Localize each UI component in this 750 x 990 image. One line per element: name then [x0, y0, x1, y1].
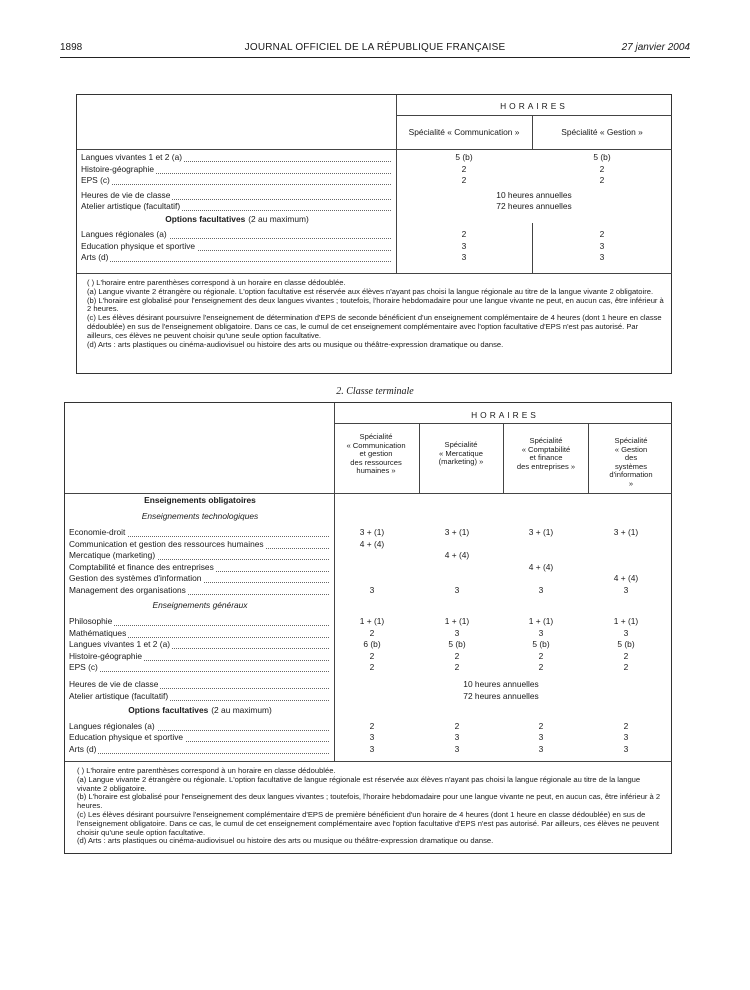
divider: [503, 423, 504, 493]
leader-dots: [81, 184, 391, 185]
cell-value: 5 (b): [617, 639, 635, 649]
row-label: Communication et gestion des ressources humaines: [69, 538, 264, 549]
table-footnotes: [87, 279, 665, 349]
footnote: (c) Les élèves désirant poursuivre l'enseignement de détermination d'EPS de seconde bénéficient d'un enseignement complémentaire de 4 heures (dont 1 heure en classe dédoublée) en sus de l'enseignement obligatoire. Dans ce cas, le cumul de cet enseignement complémentaire avec l'option facultative d'EPS n'est pas autorisé. Par ailleurs, ces élèves ne peuvent choisir qu'une seule option facultative.: [87, 313, 662, 340]
divider: [532, 115, 533, 149]
row-label: EPS (c): [69, 662, 98, 672]
cell-value: 3: [454, 584, 460, 595]
cell-value: 3: [369, 732, 375, 742]
cell-value: 4 + (4): [528, 561, 554, 572]
cell-value: 2: [538, 720, 544, 731]
cell-value: 2: [454, 662, 460, 672]
cell-value: 3 + (1): [528, 527, 554, 537]
cell-value: 5 (b): [448, 639, 466, 649]
row-label: Heures de vie de classe: [81, 189, 171, 200]
row-label: Philosophie: [69, 616, 113, 626]
journal-title: JOURNAL OFFICIEL DE LA RÉPUBLIQUE FRANÇAISE: [244, 42, 506, 53]
footnote: (b) L'horaire est globalisé pour l'enseignement des deux langues vivantes ; toutefois, l'horaire hebdomadaire pour une langue vivante ne peut, en aucun cas, être inférieur à 2 heures.: [87, 295, 664, 314]
cell-value: 1 + (1): [444, 616, 470, 626]
row-label: Langues régionales (a): [81, 229, 167, 239]
cell-value: 3: [369, 584, 375, 595]
cell-value: 2: [599, 229, 605, 239]
row-label: Atelier artistique (facultatif): [69, 690, 169, 701]
cell-value: 3: [369, 743, 375, 754]
footnote: (a) Langue vivante 2 étrangère ou régionale. L'option facultative est réservée aux élèves n'ayant pas choisi la langue régionale au titre de la langue vivante 2 obligatoire.: [87, 286, 654, 296]
divider: [419, 423, 420, 493]
column-header-line: Spécialité: [359, 432, 393, 441]
cell-value: 2: [461, 175, 467, 185]
row-label: EPS (c): [81, 175, 110, 185]
cell-value: 3: [454, 743, 460, 754]
issue-date: 27 janvier 2004: [621, 42, 690, 53]
footnote: (a) Langue vivante 2 étrangère ou régionale. L'option facultative de langue régionale est réservée aux élèves n'ayant pas choisi la langue régionale au titre de la langue vivante 2 obligatoire.: [77, 774, 641, 793]
cell-value: 3: [538, 584, 544, 595]
divider: [77, 273, 672, 274]
column-header-line: Spécialité: [529, 436, 563, 445]
cell-value: 2: [599, 163, 605, 174]
column-header: [346, 433, 405, 476]
row-label: Gestion des systèmes d'information: [69, 573, 202, 583]
cell-value: 1 + (1): [613, 616, 639, 626]
column-header-line: (marketing) »: [438, 457, 484, 467]
footnote: (c) Les élèves désirant poursuivre l'enseignement complémentaire d'EPS de première bénéficient d'un horaire de 4 heures (dont 1 heure en classe dédoublée) en sus de l'enseignement obligatoire. Dans ce cas, le cumul de cet enseignement complémentaire avec l'option facultative d'EPS n'est pas autorisé. Par ailleurs, ces élèves ne peuvent choisir qu'une seule option facultative.: [77, 809, 659, 837]
cell-value: 2: [538, 650, 544, 661]
leader-dots: [69, 753, 329, 754]
leader-dots: [69, 671, 329, 672]
column-header-line: Spécialité: [444, 440, 478, 449]
cell-value: 3: [454, 732, 460, 742]
cell-value: 3: [538, 743, 544, 754]
cell-value: 1 + (1): [528, 616, 554, 626]
cell-value: 2: [461, 163, 467, 174]
row-label: Education physique et sportive: [69, 732, 184, 742]
cell-value: 4 + (4): [613, 573, 639, 583]
cell-value: 5 (b): [455, 152, 473, 162]
column-header: [517, 437, 575, 471]
options-title: Options facultatives: [128, 704, 209, 715]
column-header-line: Spécialité: [614, 436, 648, 445]
cell-value: 3: [538, 732, 544, 742]
cell-value: 3: [623, 743, 629, 754]
cell-value: 2: [538, 662, 544, 672]
cell-value: 3: [538, 627, 544, 638]
column-header-line: des systèmes: [614, 453, 648, 471]
horaires-heading: HORAIRES: [471, 410, 539, 420]
cell-value: 2: [369, 627, 375, 638]
cell-value: 3: [599, 252, 605, 262]
cell-value: 10 heures annuelles: [463, 678, 539, 689]
column-header-line: « Gestion: [614, 444, 648, 454]
cell-value: 3: [623, 627, 629, 638]
row-label: Management des organisations: [69, 584, 186, 595]
cell-value: 2: [599, 175, 605, 185]
row-label: Atelier artistique (facultatif): [81, 201, 181, 211]
cell-value: 2: [369, 662, 375, 672]
row-label: Arts (d): [81, 252, 109, 262]
cell-value: 5 (b): [593, 152, 611, 162]
table-terminale: [64, 402, 672, 854]
cell-value: 3 + (1): [613, 527, 639, 537]
footnote: (b) L'horaire est globalisé pour l'enseignement des deux langues vivantes ; toutefois, l'horaire hebdomadaire pour une langue vivante ne peut, en aucun cas, être inférieur à 2 heures.: [77, 792, 661, 811]
row-label: Economie-droit: [69, 527, 126, 537]
column-header: [439, 441, 484, 467]
options-heading: [128, 705, 272, 715]
cell-value: 3: [623, 732, 629, 742]
options-subtitle: (2 au maximum): [211, 704, 272, 715]
row-label: Langues vivantes 1 et 2 (a): [69, 639, 171, 649]
divider: [396, 95, 397, 273]
cell-value: 2: [454, 650, 460, 661]
row-label: Comptabilité et finance des entreprises: [69, 561, 214, 572]
cell-value: 3: [454, 627, 460, 638]
divider: [396, 115, 672, 116]
leader-dots: [81, 261, 391, 262]
divider: [334, 403, 335, 761]
options-subtitle: (2 au maximum): [248, 214, 309, 224]
cell-value: 2: [461, 229, 467, 239]
horaires-heading: HORAIRES: [500, 101, 568, 111]
footnote: (d) Arts : arts plastiques ou cinéma-audiovisuel ou histoire des arts ou musique ou théâtre-expression dramatique ou danse.: [77, 836, 494, 846]
section-title: 2. Classe terminale: [336, 386, 414, 397]
column-header-line: « Communication: [346, 440, 406, 450]
cell-value: 6 (b): [363, 639, 381, 649]
divider: [65, 493, 672, 494]
column-header-line: et finance: [529, 453, 563, 463]
row-label: Arts (d): [69, 743, 97, 754]
cell-value: 1 + (1): [359, 616, 385, 626]
divider: [588, 423, 589, 493]
cell-value: 2: [623, 720, 629, 731]
cell-value: 2: [369, 650, 375, 661]
section-heading: Enseignements généraux: [152, 600, 248, 610]
column-header-line: « Comptabilité: [521, 444, 571, 454]
table-premiere: [76, 94, 672, 374]
column-header: [609, 437, 652, 489]
cell-value: 10 heures annuelles: [496, 189, 572, 200]
header-rule: [60, 57, 690, 58]
column-header: Spécialité « Communication »: [408, 127, 520, 137]
row-label: Education physique et sportive: [81, 240, 196, 251]
cell-value: 3: [599, 240, 605, 251]
cell-value: 4 + (4): [359, 538, 385, 549]
footnote: ( ) L'horaire entre parenthèses correspond à un horaire en classe dédoublée.: [77, 766, 336, 775]
divider: [65, 761, 672, 762]
column-header-line: et gestion: [359, 449, 393, 459]
divider: [532, 223, 533, 273]
cell-value: 2: [623, 662, 629, 672]
column-header-line: des entreprises »: [516, 461, 576, 471]
cell-value: 72 heures annuelles: [463, 690, 539, 701]
cell-value: 72 heures annuelles: [496, 201, 572, 211]
cell-value: 2: [369, 720, 375, 731]
footnote: ( ) L'horaire entre parenthèses correspond à un horaire en classe dédoublée.: [87, 278, 346, 287]
options-heading: [165, 214, 309, 224]
page-number: 1898: [60, 42, 83, 53]
cell-value: 2: [454, 720, 460, 731]
column-header: Spécialité « Gestion »: [561, 127, 643, 137]
cell-value: 3: [461, 252, 467, 262]
row-label: Mathématiques: [69, 627, 127, 638]
row-label: Langues vivantes 1 et 2 (a): [81, 152, 183, 162]
row-label: Histoire-géographie: [81, 163, 155, 174]
column-header-line: « Mercatique: [439, 448, 483, 458]
row-label: Mercatique (marketing): [69, 550, 156, 560]
section-heading: Enseignements obligatoires: [144, 495, 256, 505]
cell-value: 3: [623, 584, 629, 595]
footnote: (d) Arts : arts plastiques ou cinéma-audiovisuel ou histoire des arts ou musique ou théâtre-expression dramatique ou danse.: [87, 339, 504, 349]
cell-value: 4 + (4): [444, 550, 470, 560]
column-header-line: humaines »: [356, 466, 396, 476]
row-label: Heures de vie de classe: [69, 678, 159, 689]
table-footnotes: [77, 767, 663, 846]
options-title: Options facultatives: [165, 214, 246, 224]
cell-value: 5 (b): [532, 639, 550, 649]
section-heading: Enseignements technologiques: [141, 511, 259, 521]
cell-value: 3 + (1): [444, 527, 470, 537]
row-label: Langues régionales (a): [69, 720, 155, 731]
row-label: Histoire-géographie: [69, 650, 143, 661]
divider: [77, 149, 672, 150]
column-header-line: des ressources: [350, 457, 402, 467]
cell-value: 2: [623, 650, 629, 661]
column-header-line: d'information »: [609, 470, 653, 488]
cell-value: 3 + (1): [359, 527, 385, 537]
cell-value: 3: [461, 240, 467, 251]
